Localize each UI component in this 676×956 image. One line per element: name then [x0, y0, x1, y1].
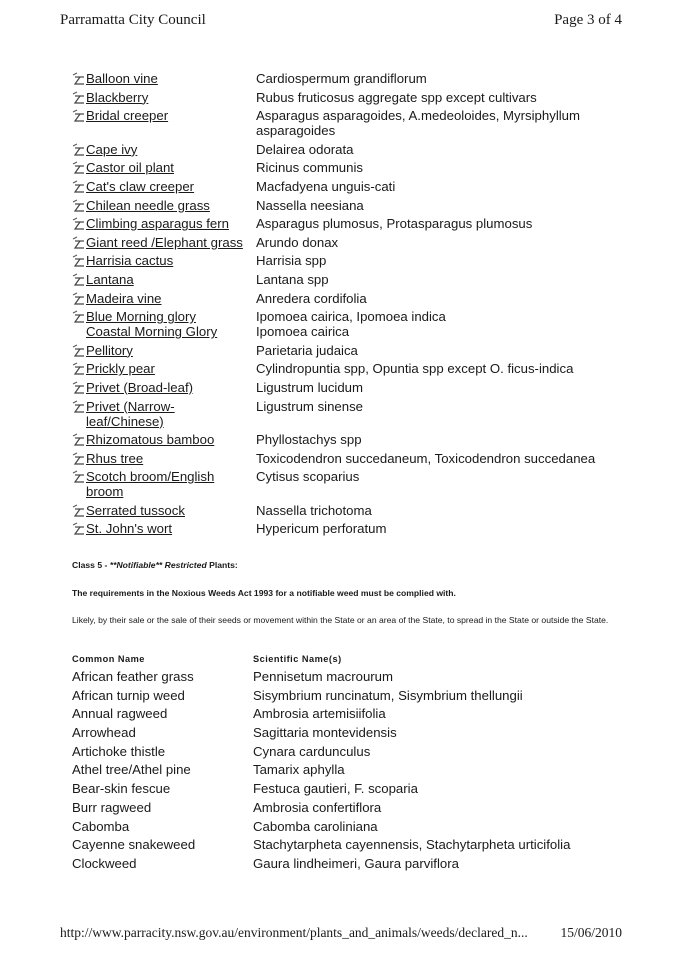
- common-name-cell: Cayenne snakeweed: [72, 837, 196, 853]
- link-icon: [72, 273, 85, 286]
- weed-scientific-name: Hypericum perforatum: [256, 521, 387, 537]
- common-name-cell: Cabomba: [72, 818, 130, 834]
- weed-common-cell: [72, 253, 256, 268]
- scientific-name-cell: Gaura lindheimeri, Gaura parviflora: [253, 855, 459, 871]
- common-name-cell: Burr ragweed: [72, 799, 152, 815]
- weed-common-cell: [72, 142, 256, 157]
- table-row: [72, 669, 632, 684]
- link-icon: [72, 362, 85, 375]
- link-icon: [72, 254, 85, 267]
- weed-scientific-name: Nassella neesiana: [256, 197, 364, 213]
- table-row: [72, 856, 632, 871]
- weed-link[interactable]: Lantana: [86, 271, 134, 287]
- weed-link[interactable]: Rhizomatous bamboo: [86, 432, 215, 448]
- class5-suffix: Plants:: [206, 560, 238, 570]
- weed-row: [72, 343, 632, 358]
- weed-row: [72, 160, 632, 175]
- table-header: [72, 654, 632, 664]
- weed-row: [72, 380, 632, 395]
- weed-common-cell: [72, 90, 256, 105]
- link-icon: [72, 161, 85, 174]
- scientific-name-cell: Ambrosia confertiflora: [253, 799, 382, 815]
- weed-row: [72, 179, 632, 194]
- weed-common-cell: [72, 503, 256, 518]
- notifiable-weed-table: [72, 654, 632, 875]
- weed-row: [72, 503, 632, 518]
- weed-link[interactable]: Harrisia cactus: [86, 253, 174, 269]
- scientific-name-cell: Cynara cardunculus: [253, 743, 371, 759]
- weed-scientific-name: Rubus fruticosus aggregate spp except cultivars: [256, 89, 537, 105]
- weed-common-cell: [72, 451, 256, 466]
- common-name-cell: African turnip weed: [72, 687, 185, 703]
- weed-row: [72, 361, 632, 376]
- weed-scientific-name: Phyllostachys spp: [256, 432, 362, 448]
- weed-common-cell: [72, 216, 256, 231]
- weed-scientific-name: Anredera cordifolia: [256, 290, 367, 306]
- scientific-name-cell: Stachytarpheta cayennensis, Stachytarpheta urticifolia: [253, 837, 571, 853]
- weed-scientific-name: Ligustrum sinense: [256, 398, 364, 414]
- header-council-name: Parramatta City Council: [60, 12, 206, 28]
- weed-row: [72, 451, 632, 466]
- table-row: [72, 762, 632, 777]
- weed-link[interactable]: Balloon vine: [86, 71, 158, 86]
- common-name-header: Common Name: [72, 654, 145, 664]
- weed-link[interactable]: Pellitory: [86, 342, 133, 358]
- weed-scientific-name: Ligustrum lucidum: [256, 379, 364, 395]
- weed-link[interactable]: Serrated tussock: [86, 502, 185, 518]
- weed-common-cell: [72, 272, 256, 287]
- weed-scientific-name: Ipomoea cairica, Ipomoea indica Ipomoea cairica: [256, 309, 446, 340]
- weed-common-cell: [72, 71, 256, 86]
- weed-row: [72, 469, 632, 499]
- class5-emphasis: **Notifiable** Restricted: [109, 560, 207, 570]
- weed-link[interactable]: St. John's wort: [86, 521, 173, 537]
- weed-scientific-name: Parietaria judaica: [256, 342, 358, 358]
- table-row: [72, 819, 632, 834]
- weed-common-cell: [72, 343, 256, 358]
- table-row: [72, 725, 632, 740]
- spread-description: Likely, by their sale or the sale of their seeds or movement within the State or an area of the State, to spread in the State or outside the State.: [72, 615, 609, 625]
- link-icon: [72, 292, 85, 305]
- weed-row: [72, 90, 632, 105]
- scientific-name-cell: Sisymbrium runcinatum, Sisymbrium thellungii: [253, 687, 523, 703]
- weed-scientific-name: Toxicodendron succedaneum, Toxicodendron succedanea: [256, 450, 596, 466]
- common-name-cell: African feather grass: [72, 669, 194, 684]
- weed-common-cell: [72, 198, 256, 213]
- weed-link[interactable]: Bridal creeper: [86, 108, 169, 124]
- link-icon: [72, 91, 85, 104]
- weed-row: [72, 432, 632, 447]
- link-icon: [72, 504, 85, 517]
- weed-row: [72, 108, 632, 138]
- class5-heading: [72, 560, 238, 570]
- table-row: [72, 688, 632, 703]
- link-icon: [72, 109, 85, 122]
- weed-row: [72, 235, 632, 250]
- table-row: [72, 744, 632, 759]
- weed-common-cell: [72, 179, 256, 194]
- weed-link[interactable]: Madeira vine: [86, 290, 162, 306]
- scientific-name-cell: Sagittaria montevidensis: [253, 725, 397, 741]
- table-body: [72, 669, 632, 871]
- scientific-name-cell: Ambrosia artemisiifolia: [253, 706, 386, 722]
- weed-common-cell: [72, 469, 256, 499]
- weed-link[interactable]: Rhus tree: [86, 450, 144, 466]
- weed-scientific-name: Cardiospermum grandiflorum: [256, 71, 427, 86]
- weed-scientific-name: Cylindropuntia spp, Opuntia spp except O. ficus-indica: [256, 361, 574, 377]
- common-name-cell: Annual ragweed: [72, 706, 168, 722]
- weed-link[interactable]: Climbing asparagus fern: [86, 216, 229, 232]
- weed-link[interactable]: Blackberry: [86, 89, 149, 105]
- common-name-cell: Bear-skin fescue: [72, 781, 171, 797]
- weed-link[interactable]: Cape ivy: [86, 141, 138, 157]
- link-icon: [72, 522, 85, 535]
- weed-link[interactable]: Privet (Narrow- leaf/Chinese): [86, 398, 175, 429]
- table-row: [72, 781, 632, 796]
- link-icon: [72, 143, 85, 156]
- link-icon: [72, 452, 85, 465]
- weed-link[interactable]: Prickly pear: [86, 361, 155, 377]
- link-icon: [72, 400, 85, 413]
- link-icon: [72, 310, 85, 323]
- table-row: [72, 706, 632, 721]
- link-icon: [72, 470, 85, 483]
- weed-scientific-name: Harrisia spp: [256, 253, 327, 269]
- footer-date: 15/06/2010: [560, 925, 622, 940]
- link-icon: [72, 344, 85, 357]
- weed-link[interactable]: Giant reed /Elephant grass: [86, 234, 243, 250]
- weed-common-cell: [72, 380, 256, 395]
- scientific-name-cell: Pennisetum macrourum: [253, 669, 393, 684]
- weed-common-cell: [72, 291, 256, 306]
- weed-list: [72, 71, 632, 540]
- weed-scientific-name: Asparagus asparagoides, A.medeoloides, Myrsiphyllum asparagoides: [256, 108, 580, 139]
- scientific-name-header: Scientific Name(s): [253, 654, 342, 664]
- table-row: [72, 800, 632, 815]
- weed-link[interactable]: Cat's claw creeper: [86, 178, 195, 194]
- weed-link[interactable]: Chilean needle grass: [86, 197, 210, 213]
- weed-scientific-name: Ricinus communis: [256, 160, 363, 176]
- weed-row: [72, 198, 632, 213]
- weed-row: [72, 399, 632, 429]
- common-name-cell: Artichoke thistle: [72, 743, 166, 759]
- weed-scientific-name: Macfadyena unguis-cati: [256, 178, 396, 194]
- weed-row: [72, 291, 632, 306]
- weed-common-cell: [72, 235, 256, 250]
- weed-common-cell: [72, 432, 256, 447]
- link-icon: [72, 433, 85, 446]
- weed-scientific-name: Lantana spp: [256, 271, 329, 287]
- weed-row: [72, 521, 632, 536]
- common-name-cell: Arrowhead: [72, 725, 136, 741]
- weed-common-cell: [72, 521, 256, 536]
- link-icon: [72, 180, 85, 193]
- common-name-cell: Clockweed: [72, 855, 137, 871]
- weed-row: [72, 309, 632, 339]
- weed-row: [72, 253, 632, 268]
- weed-link[interactable]: Scotch broom/English broom: [86, 469, 215, 500]
- link-icon: [72, 236, 85, 249]
- weed-scientific-name: Delairea odorata: [256, 141, 354, 157]
- scientific-name-cell: Tamarix aphylla: [253, 762, 345, 778]
- weed-scientific-name: Nassella trichotoma: [256, 502, 372, 518]
- common-name-cell: Athel tree/Athel pine: [72, 762, 191, 778]
- link-icon: [72, 72, 85, 85]
- weed-link[interactable]: Castor oil plant: [86, 160, 174, 176]
- weed-link[interactable]: Blue Morning glory Coastal Morning Glory: [86, 309, 218, 340]
- weed-common-cell: [72, 160, 256, 175]
- weed-common-cell: [72, 361, 256, 376]
- link-icon: [72, 381, 85, 394]
- weed-row: [72, 216, 632, 231]
- scientific-name-cell: Cabomba caroliniana: [253, 818, 378, 834]
- weed-scientific-name: Asparagus plumosus, Protasparagus plumosus: [256, 216, 533, 232]
- link-icon: [72, 217, 85, 230]
- weed-row: [72, 71, 632, 86]
- weed-row: [72, 142, 632, 157]
- footer-url: http://www.parracity.nsw.gov.au/environment/plants_and_animals/weeds/declared_n...: [60, 925, 528, 940]
- weed-scientific-name: Cytisus scoparius: [256, 469, 360, 485]
- weed-common-cell: [72, 309, 256, 339]
- header-page-number: Page 3 of 4: [554, 12, 622, 28]
- weed-scientific-name: Arundo donax: [256, 234, 339, 250]
- table-row: [72, 837, 632, 852]
- requirement-text: The requirements in the Noxious Weeds Act 1993 for a notifiable weed must be complied with.: [72, 588, 456, 598]
- weed-row: [72, 272, 632, 287]
- link-icon: [72, 199, 85, 212]
- weed-link[interactable]: Privet (Broad-leaf): [86, 379, 194, 395]
- class5-prefix: Class 5 -: [72, 560, 110, 570]
- weed-common-cell: [72, 399, 256, 429]
- scientific-name-cell: Festuca gautieri, F. scoparia: [253, 781, 418, 797]
- weed-common-cell: [72, 108, 256, 123]
